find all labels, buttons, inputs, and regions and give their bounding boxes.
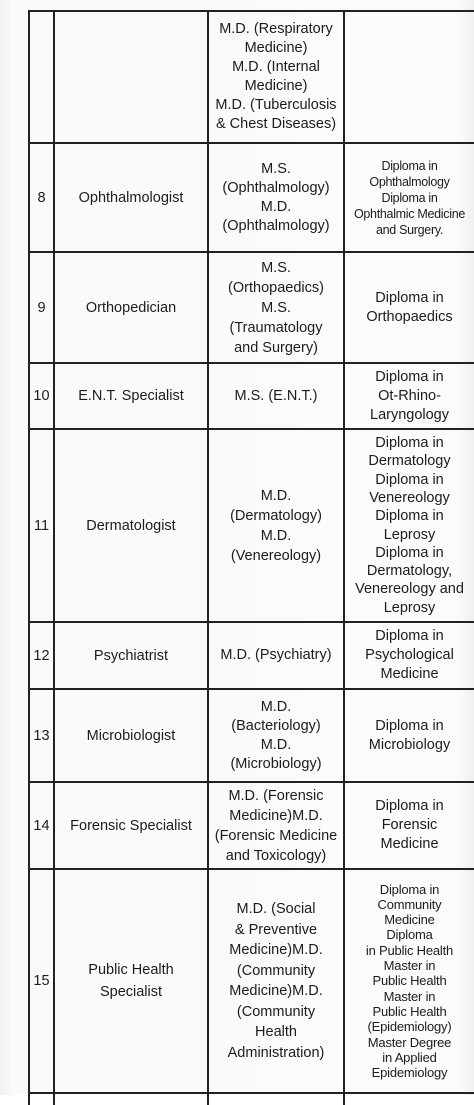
post-cell	[54, 782, 208, 869]
cell-line: Community	[377, 896, 442, 912]
cell-line: M.D. (Forensic	[228, 787, 324, 804]
cell-line: Public Health	[88, 962, 174, 978]
cell-line: Diploma in	[381, 190, 438, 205]
degree-cell	[208, 11, 344, 143]
cell-line: Medicine)	[244, 40, 308, 56]
diploma-cell	[344, 363, 474, 429]
post-cell	[54, 869, 208, 1093]
serial-number-cell	[29, 11, 54, 143]
cell-line: M.D.	[260, 487, 292, 504]
cell-line: Psychological	[365, 647, 454, 663]
cell-line: (Dermatology)	[230, 507, 322, 524]
cell-line: Psychiatrist	[93, 647, 169, 664]
degree-cell	[208, 869, 344, 1093]
cell-line: Medicine)M.D.	[229, 983, 323, 999]
cell-line: (Epidemiology)	[367, 1019, 452, 1035]
table-row	[29, 252, 474, 363]
serial-number-cell: 12	[29, 622, 54, 689]
degree-cell	[208, 363, 344, 429]
cell-line: Orthopedician	[85, 299, 177, 316]
cell-line: Health	[255, 1024, 297, 1040]
cell-line: M.D. (Respiratory	[219, 21, 333, 37]
cell-line: (Venereology)	[230, 547, 322, 564]
cell-line: Diploma in	[375, 289, 444, 306]
cell-line: M.S.	[261, 160, 291, 177]
degree-cell	[208, 622, 344, 689]
degree-cell	[208, 782, 344, 869]
cell-line: Medicine	[380, 836, 439, 852]
cell-line: Venereology and	[355, 581, 464, 598]
serial-number-cell: 8	[29, 143, 54, 252]
cell-line: & Preventive	[234, 921, 318, 938]
cell-line: and Toxicology)	[225, 847, 327, 864]
serial-number-cell: 14	[29, 782, 54, 869]
cell-line: Diploma in	[375, 368, 444, 385]
cell-line: Medicine	[380, 666, 439, 682]
table-body	[29, 11, 474, 1105]
diploma-cell	[344, 429, 474, 622]
cell-line: (Community	[236, 962, 316, 979]
degree-cell	[208, 252, 344, 363]
post-cell	[54, 689, 208, 782]
cell-line: M.D.	[260, 198, 292, 215]
cell-line: Diploma in	[375, 717, 444, 734]
cell-line: Leprosy	[383, 526, 436, 543]
cell-line: Master in	[383, 958, 436, 974]
cell-line: Ophthalmology	[369, 174, 450, 189]
table-row	[29, 782, 474, 869]
cell-line: Diploma in	[375, 471, 444, 488]
diploma-cell	[344, 143, 474, 252]
diploma-cell	[344, 782, 474, 869]
cell-line: M.D.	[260, 736, 292, 753]
cell-line: Ophthalmologist	[78, 189, 184, 206]
degree-cell	[208, 429, 344, 622]
cell-line: M.D. (Tuberculosis	[215, 97, 337, 113]
cell-line: Venereology	[369, 489, 450, 506]
cell-line: (Community	[236, 1003, 316, 1020]
cell-line: Microbiologist	[86, 727, 176, 744]
cell-line: Diploma	[386, 927, 433, 943]
table-row	[29, 11, 474, 143]
cell-line: Public Health	[372, 1003, 447, 1019]
cell-line: in Public Health	[365, 942, 454, 958]
degree-cell	[208, 143, 344, 252]
cell-line: (Microbiology)	[230, 755, 322, 772]
cell-line: Orthopaedics	[366, 308, 453, 325]
table-row	[29, 363, 474, 429]
table-row	[29, 143, 474, 252]
qualification-table	[28, 10, 474, 1105]
cell-line: & Chest Diseases)	[215, 116, 337, 132]
cell-line: Dermatology,	[366, 563, 453, 580]
post-cell	[54, 363, 208, 429]
serial-number-cell: 13	[29, 689, 54, 782]
cell-line: Forensic	[381, 817, 438, 833]
cell-line: Diploma in	[375, 544, 444, 561]
diploma-cell	[344, 11, 474, 143]
diploma-cell	[344, 622, 474, 689]
post-cell	[54, 622, 208, 689]
cell-line: Epidemiology	[371, 1065, 448, 1081]
cell-line: M.S.	[261, 299, 291, 316]
table-row	[29, 622, 474, 689]
serial-number-cell: 11	[29, 429, 54, 622]
cell-line: Specialist	[99, 984, 163, 1000]
cell-line: Dermatology	[368, 453, 451, 470]
cell-line: Ophthalmic Medicine	[353, 206, 466, 221]
cell-line: M.D. (Internal	[232, 59, 320, 75]
post-cell	[54, 143, 208, 252]
cell-line: Laryngology	[370, 406, 449, 423]
cell-line: Diploma in	[375, 798, 444, 814]
table-row	[29, 869, 474, 1093]
cell-line: (Bacteriology)	[231, 717, 321, 734]
cell-line: Medicine)M.D.	[229, 807, 323, 824]
cell-line: M.D.	[260, 527, 292, 544]
cell-line: and Surgery.	[375, 222, 444, 237]
diploma-cell	[344, 869, 474, 1093]
cell-line: Diploma in	[381, 158, 438, 173]
cell-line: (Traumatology	[229, 319, 323, 336]
post-cell	[54, 252, 208, 363]
cell-line: (Ophthalmology)	[222, 217, 330, 234]
serial-number-cell: 9	[29, 252, 54, 363]
serial-number-cell: 15	[29, 869, 54, 1093]
cell-line: Public Health	[372, 973, 447, 989]
cell-line: in Applied	[382, 1049, 437, 1065]
post-cell	[54, 429, 208, 622]
cell-line: Microbiology	[368, 736, 451, 753]
table-row	[29, 429, 474, 622]
cell-line: Medicine)M.D.	[229, 942, 323, 958]
cell-line: Forensic Specialist	[70, 817, 192, 834]
cell-line: (Orthopaedics)	[228, 279, 324, 296]
cell-line: Dermatologist	[86, 517, 176, 534]
cell-line: M.D. (Social	[236, 901, 316, 917]
diploma-cell	[344, 689, 474, 782]
cell-line: M.S.	[261, 259, 291, 276]
cell-line: M.D. (Psychiatry)	[220, 647, 332, 663]
cell-line: Leprosy	[383, 599, 436, 616]
diploma-cell	[344, 252, 474, 363]
cell-line: Medicine	[384, 912, 435, 928]
cell-line: Administration)	[227, 1044, 325, 1061]
serial-number-cell: 10	[29, 363, 54, 429]
cell-line: (Forensic Medicine	[214, 827, 338, 844]
cell-line: Master in	[383, 988, 436, 1004]
cell-line: M.D.	[260, 698, 292, 715]
cell-line: M.S. (E.N.T.)	[234, 387, 318, 404]
post-cell	[54, 11, 208, 143]
cell-line: (Ophthalmology)	[222, 179, 330, 196]
table-row	[29, 689, 474, 782]
cell-line: E.N.T. Specialist	[78, 388, 184, 404]
cell-line: Diploma in	[375, 508, 444, 525]
cell-line: Master Degree	[367, 1034, 452, 1050]
cell-line: Diploma in	[375, 435, 444, 452]
cell-line: Medicine)	[244, 78, 308, 94]
cell-line: Diploma in	[379, 881, 440, 897]
cell-line: and Surgery)	[234, 339, 318, 356]
cell-line: Ot-Rhino-	[378, 387, 441, 404]
cell-line: Diploma in	[375, 628, 444, 644]
degree-cell	[208, 689, 344, 782]
